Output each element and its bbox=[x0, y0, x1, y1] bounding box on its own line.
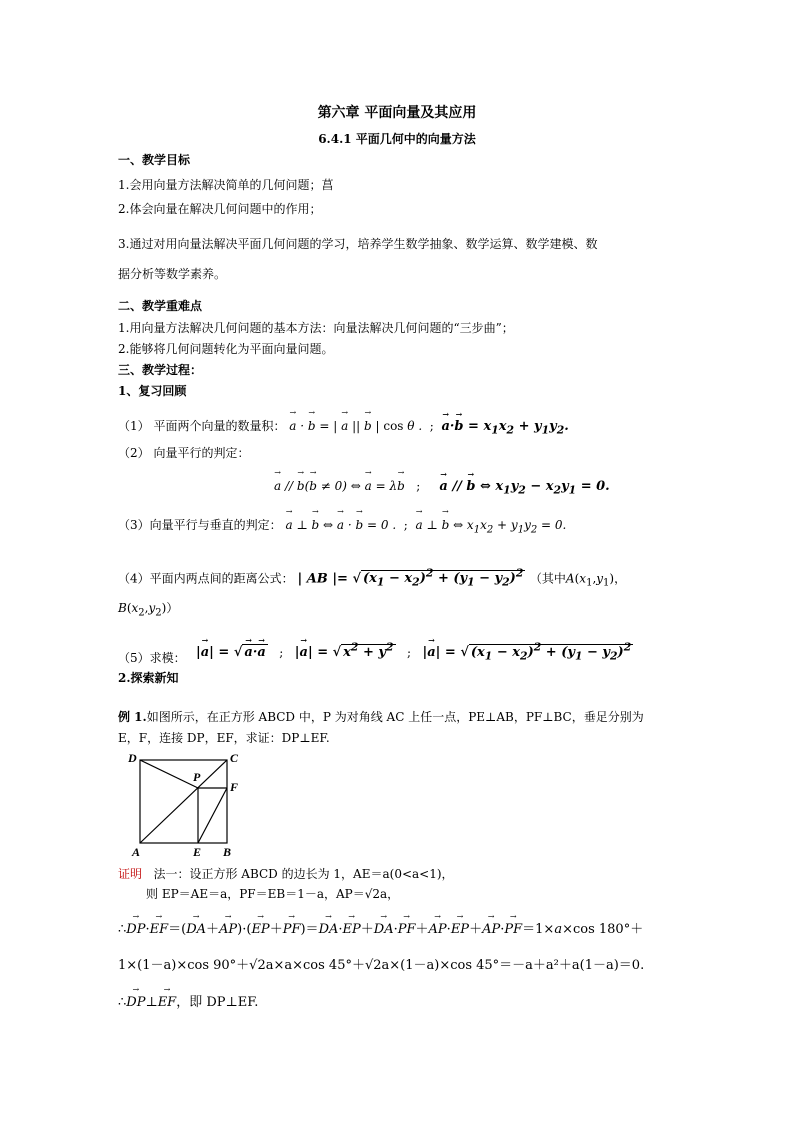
goal-item-2: 2.体会向量在解决几何问题中的作用； bbox=[118, 202, 322, 216]
modulus-formula-2: |→ a| = √ $x^2 + y^2$ bbox=[295, 645, 396, 660]
example-1-title: 例 1. bbox=[118, 710, 147, 724]
point-b-line: $B(x_2,y_2)$） bbox=[118, 601, 179, 619]
review-item-2-label: （2） 向量平行的判定： bbox=[118, 446, 250, 460]
review-heading: 1、复习回顾 bbox=[118, 384, 187, 398]
segment-dp bbox=[140, 760, 198, 788]
label-b: B bbox=[223, 845, 232, 858]
parallel-criterion: → a // → b(→ b ≠ 0) ⇔ → a = λ→ b ; → a // → b ⇔ $x_1y_2 - x_2y_1 = 0$. bbox=[274, 478, 610, 499]
proof-line-1 bbox=[118, 866, 454, 882]
proof-line-3: ∴→ DP·→ EF＝(→ DA＋→ AP)·(→ EP＋→ PF)＝→ DA·→ EP＋→ DA·→ PF＋→ AP·→ EP＋→ AP·→ PF＝1×a×cos 180°＋ bbox=[118, 922, 643, 938]
label-d: D bbox=[128, 751, 137, 765]
label-f: F bbox=[230, 780, 239, 794]
goal-item-3-line-2: 据分析等数学素养。 bbox=[118, 267, 227, 281]
goal-item-3-line-1: 3.通过对用向量法解决平面几何问题的学习，培养学生数学抽象、数学运算、数学建模、数 bbox=[118, 237, 598, 251]
section-title: 6.4.1 平面几何中的向量方法 bbox=[318, 132, 476, 146]
example-1-line-2: E，F，连接 DP，EF，求证：DP⊥EF. bbox=[118, 731, 330, 745]
goals-heading: 一、教学目标 bbox=[118, 153, 191, 167]
modulus-formula-3: |→ a| = √ $(x_1 - x_2)^2 + (y_1 - y_2)^2$ bbox=[422, 645, 633, 660]
distance-note-close: ） bbox=[166, 601, 179, 615]
perpendicular-formula: → a ⊥ → b ⇔ → a · → b = 0 . bbox=[285, 518, 400, 532]
review-item-5-label: （5）求模： bbox=[118, 651, 186, 665]
label-a: A bbox=[132, 845, 141, 858]
proof-label: 证明 bbox=[118, 867, 143, 881]
label-e: E bbox=[193, 845, 202, 858]
perpendicular-coordinate-formula: → a ⊥ → b ⇔ $x_1x_2 + y_1y_2 = 0$. bbox=[415, 518, 566, 532]
label-p: P bbox=[193, 770, 201, 784]
point-b-coordinates: B bbox=[118, 601, 127, 615]
proof-line-2: 则 EP＝AE＝a，PF＝EB＝1－a，AP＝√2a， bbox=[146, 887, 400, 901]
segment-ef bbox=[198, 788, 227, 843]
label-c: C bbox=[230, 751, 239, 765]
review-item-4: （4）平面内两点间的距离公式： | AB |= √ $(x_1 - x_2)^2 + (y_1 - y_2)^2$ （其中$A(x_1,y_1)$， bbox=[118, 567, 627, 589]
difficulty-heading: 二、教学重难点 bbox=[118, 299, 203, 313]
proof-line-1-text: 法一：设正方形 ABCD 的边长为 1，AE＝a(0<a<1)， bbox=[153, 867, 454, 881]
proof-conclusion: ，即 DP⊥EF. bbox=[176, 995, 259, 1010]
explore-heading: 2.探索新知 bbox=[118, 671, 179, 685]
review-item-3: （3）向量平行与垂直的判定： → a ⊥ → b ⇔ → a · → b = 0 . ; → a ⊥ → b ⇔ $x_1x_2 + y_1y_2 = 0$. bbox=[118, 517, 566, 538]
example-1-line-1 bbox=[118, 709, 644, 725]
distance-formula: | AB |= √ $(x_1 - x_2)^2 + (y_1 - y_2)^2$ bbox=[297, 567, 524, 589]
point-a-coordinates: A bbox=[565, 571, 575, 586]
review-item-1: （1） 平面两个向量的数量积： → a · → b = | → a || → b | cos θ . ; → $a\cdot\to b = x_1x_2 + y_1y_2$. bbox=[118, 418, 569, 439]
chapter-title: 第六章 平面向量及其应用 bbox=[317, 105, 477, 121]
goal-item-1-mark: 菖 bbox=[321, 178, 334, 192]
goal-item-1 bbox=[118, 177, 333, 193]
modulus-formulas: |→ a| = √→ a·→ a ; |→ a| = √ $x^2 + y^2$ ; |→ a| = √ $(x_1 - x_2)^2 + (y_1 - y_2)^2$ bbox=[196, 640, 633, 665]
difficulty-item-1: 1.用向量方法解决几何问题的基本方法：向量法解决几何问题的“三步曲”； bbox=[118, 321, 514, 335]
review-item-4-label: （4）平面内两点间的距离公式： bbox=[118, 571, 294, 586]
process-heading: 三、教学过程： bbox=[118, 363, 203, 377]
dot-product-coordinate-formula: → $a\cdot\to b = x_1x_2 + y_1y_2$. bbox=[441, 419, 568, 434]
example-1-text-1: 如图所示，在正方形 ABCD 中，P 为对角线 AC 上任一点，PE⊥AB，PF⊥BC，垂足分别为 bbox=[146, 710, 644, 724]
parallel-vector-formula: → a // → b(→ b ≠ 0) ⇔ → a = λ→ b bbox=[274, 479, 409, 493]
difficulty-item-2: 2.能够将几何问题转化为平面向量问题。 bbox=[118, 342, 334, 356]
square-figure bbox=[118, 748, 248, 858]
distance-note-open: （其中 bbox=[529, 571, 566, 586]
parallel-coordinate-formula: → a // → b ⇔ $x_1y_2 - x_2y_1 = 0$. bbox=[439, 479, 609, 494]
review-item-1-label: （1） 平面两个向量的数量积： bbox=[118, 419, 286, 433]
dot-product-formula: → a · → b = | → a || → b | cos θ . bbox=[289, 419, 426, 433]
goal-item-1-text: 1.会用向量方法解决简单的几何问题； bbox=[118, 178, 322, 192]
diagonal-ac bbox=[140, 760, 227, 843]
modulus-formula-1: |→ a| = √→ a·→ a bbox=[196, 645, 268, 660]
review-item-3-label: （3）向量平行与垂直的判定： bbox=[118, 518, 282, 532]
proof-line-5: ∴→ DP⊥→ EF，即 DP⊥EF. bbox=[118, 995, 258, 1011]
proof-line-4: 1×(1－a)×cos 90°＋√2a×a×cos 45°＋√2a×(1－a)×cos 45°＝－a＋a²＋a(1－a)＝0. bbox=[118, 958, 645, 973]
